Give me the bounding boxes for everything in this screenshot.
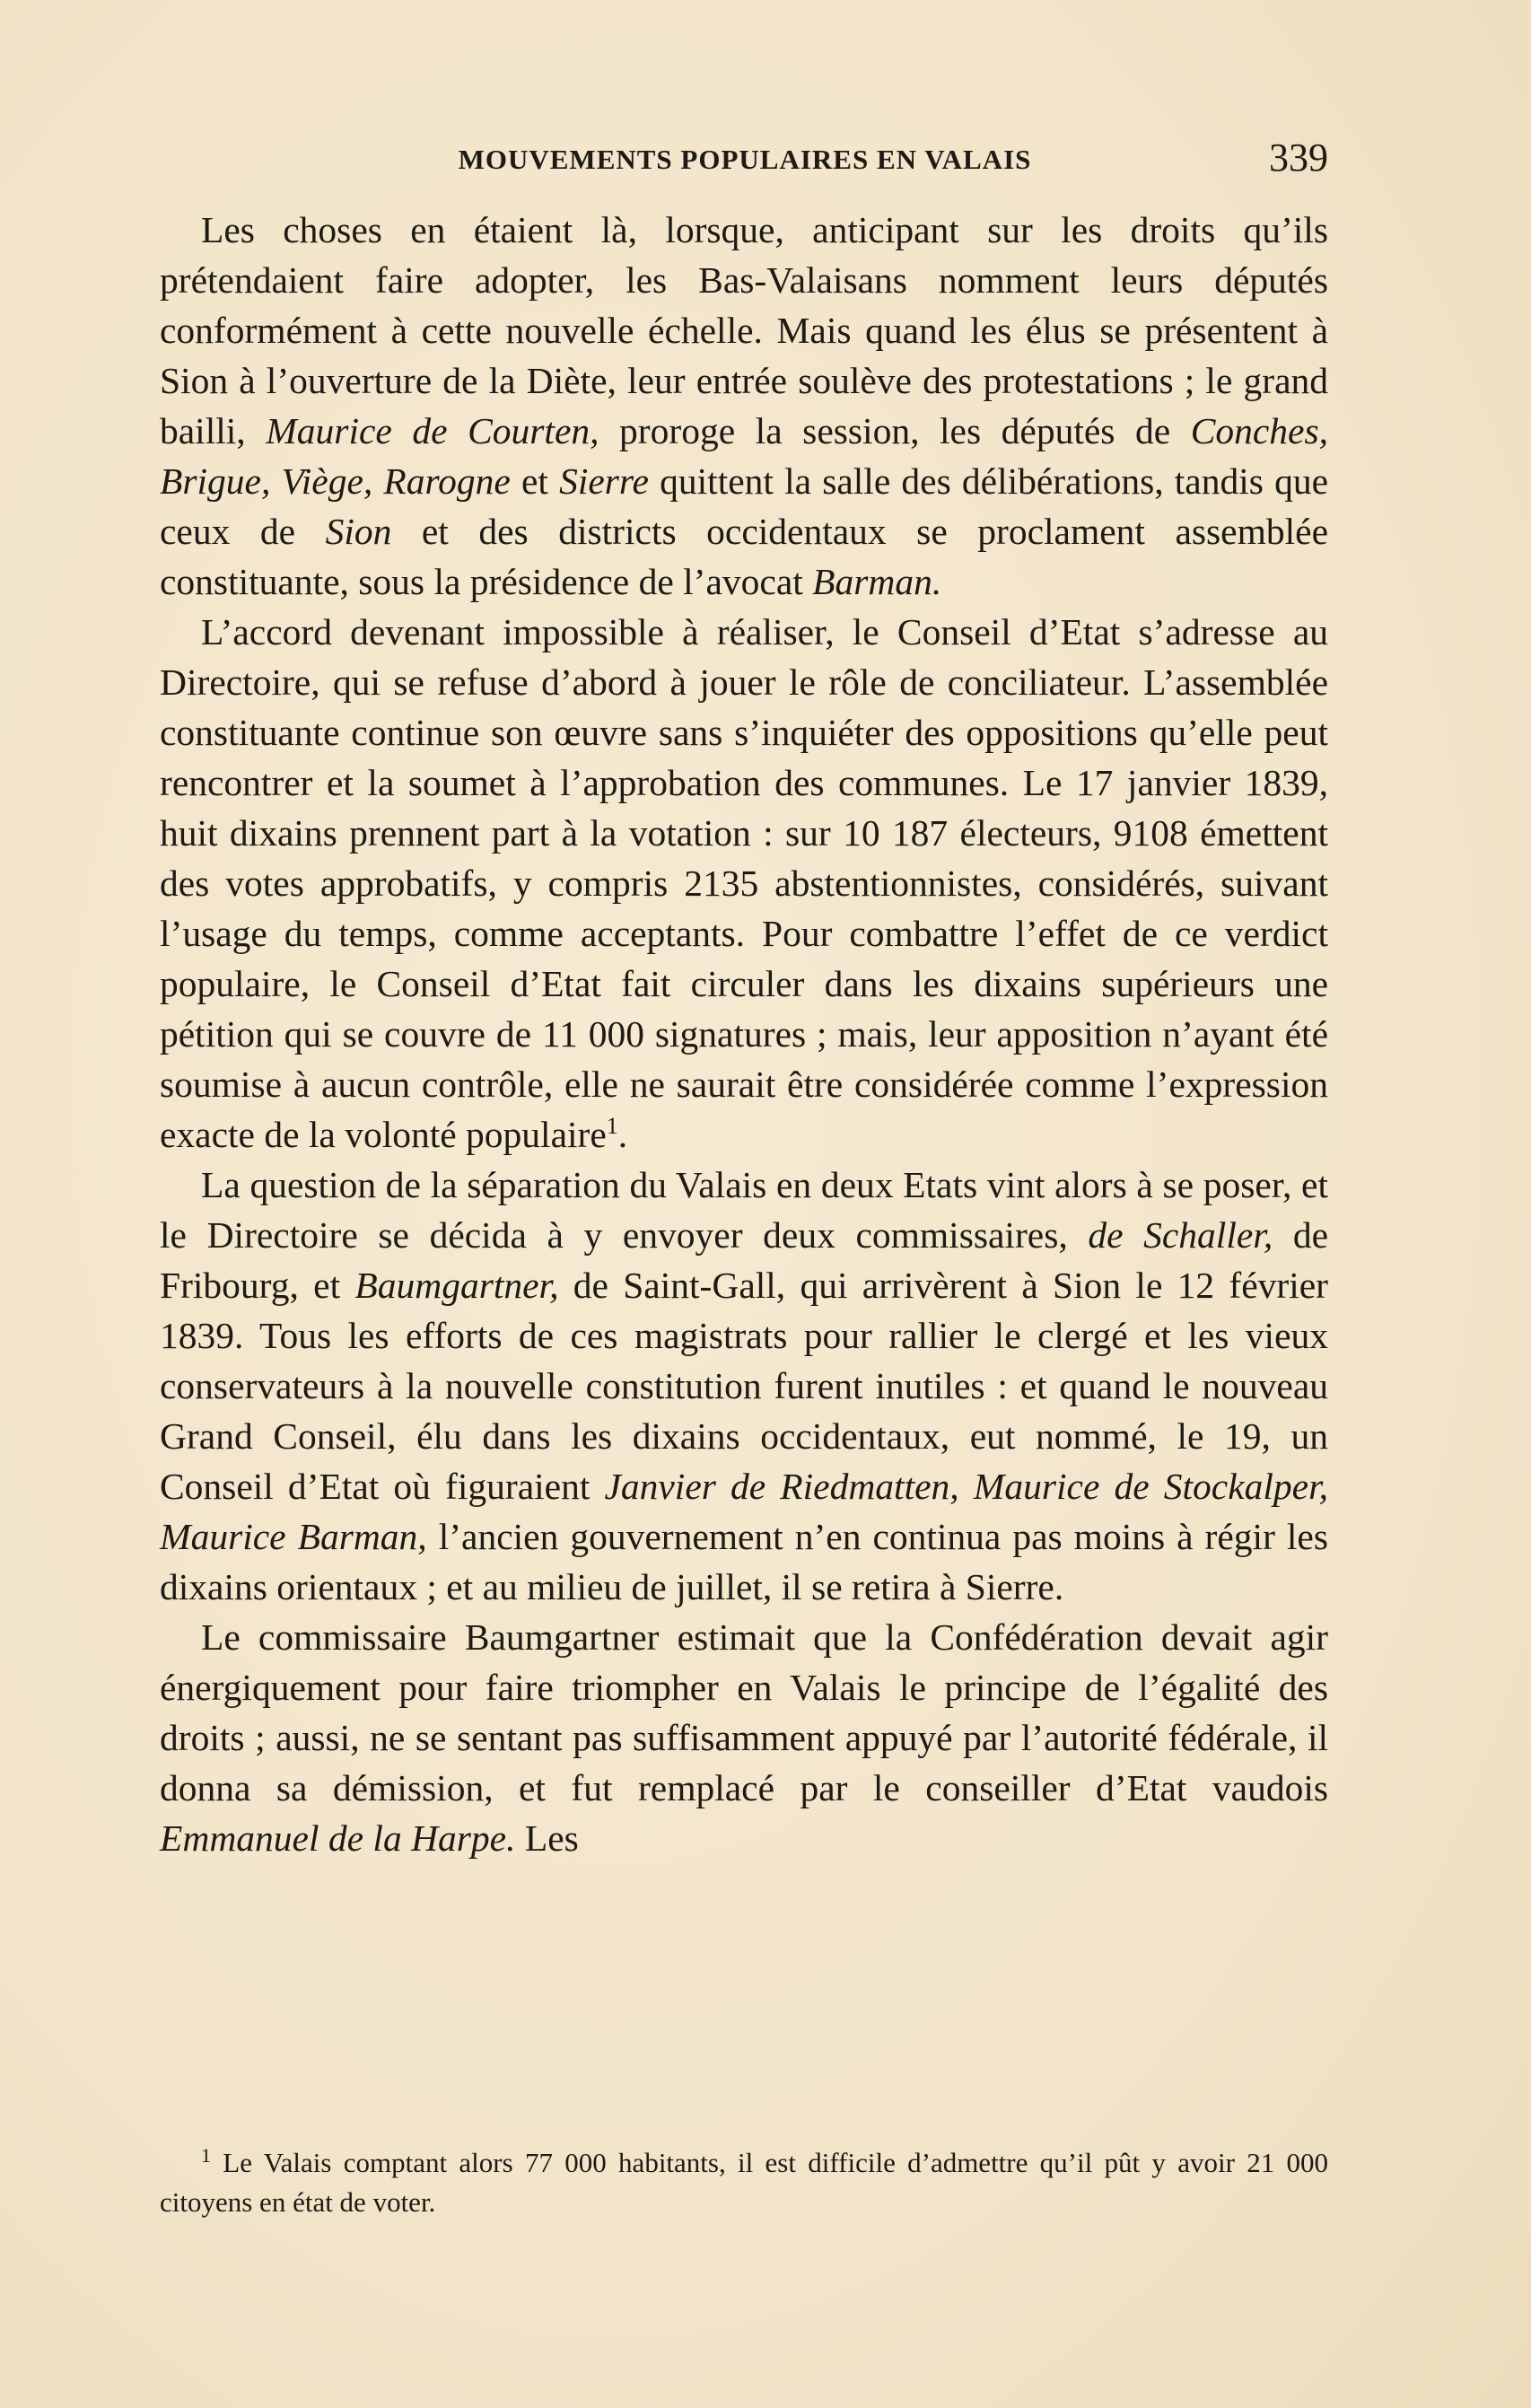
paragraph-2: L’accord devenant impossible à réaliser, le Conseil d’Etat s’adresse au Directoire, qui se refuse d’abord à jouer le rôle de conciliateur. L’assemblée constituante continue son œuvre sans s’inquiéter des oppositions qu’elle peut rencontrer et la soumet à l’approbation des communes. Le 17 janvier 1839, huit dixains prennent part à la votation : sur 10 187 électeurs, 9108 émettent des votes approbatifs, y compris 2135 abstentionnistes, considérés, suivant l’usage du temps, comme acceptants. Pour combattre l’effet de ce verdict populaire, le Conseil d’Etat fait circuler dans les dixains supérieurs une pétition qui se couvre de 11 000 signatures ; mais, leur apposition n’ayant été soumise à aucun contrôle, elle ne saurait être considérée comme l’expression exacte de la volonté populaire$^1$. [160,611,1328,1155]
footnote-text: Le Valais comptant alors 77 000 habitants, il est difficile d’admettre qu’il pût y avoir 21 000 citoyens en état de voter. [160,2147,1328,2218]
body-text [160,205,1328,1863]
footnote-reference: 1 [606,1113,618,1140]
page-number: 339 [1269,136,1328,180]
running-title: MOUVEMENTS POPULAIRES EN VALAIS [458,144,1032,175]
page-header [162,135,1328,188]
paragraph-3: La question de la séparation du Valais en deux Etats vint alors à se poser, et le Directoire se décida à y envoyer deux commissaires, de Schaller, de Fribourg, et Baumgartner, de Saint-Gall, qui arrivèrent à Sion le 12 février 1839. Tous les efforts de ces magistrats pour rallier le clergé et les vieux conservateurs à la nouvelle constitution furent inutiles : et quand le nouveau Grand Conseil, élu dans les dixains occidentaux, eut nommé, le 19, un Conseil d’Etat où figuraient Janvier de Riedmatten, Maurice de Stockalper, Maurice Barman, l’ancien gouvernement n’en continua pas moins à régir les dixains orientaux ; et au milieu de juillet, il se retira à Sierre. [160,1164,1329,1607]
paragraph-4: Le commissaire Baumgartner estimait que la Confédération devait agir énergiquement pour faire triompher en Valais le principe de l’égalité des droits ; aussi, ne se sentant pas suffisamment appuyé par l’autorité fédérale, il donna sa démission, et fut remplacé par le conseiller d’Etat vaudois Emmanuel de la Harpe. Les [160,1616,1328,1859]
footnote-mark: 1 [201,2143,211,2167]
paragraph-1: Les choses en étaient là, lorsque, anticipant sur les droits qu’ils prétendaient faire adopter, les Bas-Valaisans nomment leurs députés conformément à cette nouvelle échelle. Mais quand les élus se présentent à Sion à l’ouverture de la Diète, leur entrée soulève des protestations ; le grand bailli, Maurice de Courten, proroge la session, les députés de Conches, Brigue, Viège, Rarogne et Sierre quittent la salle des délibérations, tandis que ceux de Sion et des districts occidentaux se proclament assemblée constituante, sous la présidence de l’avocat Barman. [160,209,1328,602]
footnote [160,2143,1328,2222]
